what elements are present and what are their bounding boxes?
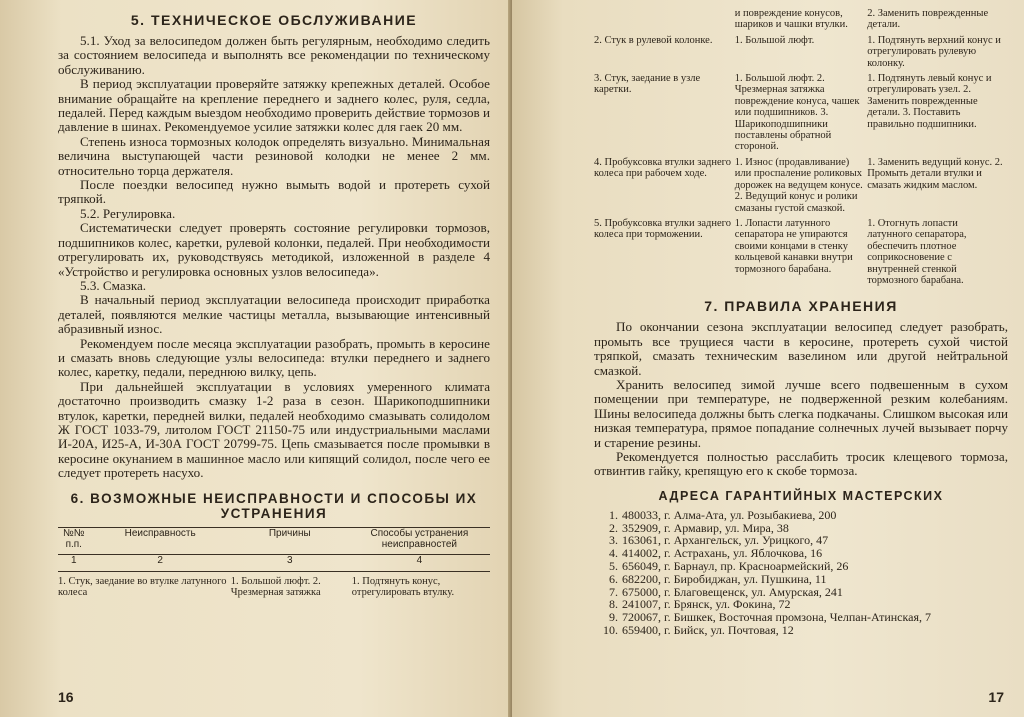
table-cell: 1. Заменить ведущий конус. 2. Промыть детали втулки и смазать жидким маслом. [867, 156, 1003, 191]
address-number: 4. [609, 546, 618, 561]
table-cell: 4. Пробуксовка втулки заднего колеса при рабочем ходе. [594, 156, 731, 180]
table-cell: 1. Большой люфт. 2. Чрезмерная затяжка [230, 575, 321, 599]
address-number: 10. [603, 622, 618, 637]
section-6-title: 6. ВОЗМОЖНЫЕ НЕИСПРАВНОСТИ И СПОСОБЫ ИХ УСТРАНЕНИЯ [70, 490, 478, 521]
column-number: 3 [231, 555, 352, 571]
paragraph: Хранить велосипед зимой лучше всего подвешенным в сухом помещении при температуре, не подверженной резким колебаниям. Шины велосипеда должны быть слегка подкачаны. Слишком высокая или низкая температура, прямое попадание солнечных лучей вызывает порчу и старение резины. [594, 376, 1008, 450]
address-text: 480033, г. Алма-Ата, ул. Розыбакиева, 200 [622, 507, 837, 522]
address-number: 1. [609, 507, 618, 522]
paragraph: При дальнейшей эксплуатации в условиях умеренного климата достаточно производить смазку 1-2 раза в сезон. Шарикоподшипники втулок, каретки, передней вилки, педалей необходимо смазывать солидолом Ж ГОСТ 1033-79, литолом ГОСТ 21150-75 или индустриальными маслами И-20А, И25-А, И-30А ГОСТ 20799-75. Цепь смазывается после промывки в керосине окунанием в машинное масло или кипящий солидол, после чего ее следует протереть насухо. [58, 378, 490, 481]
column-header: Неисправность [93, 527, 231, 555]
faults-table-head [58, 527, 490, 603]
paragraph: Систематически следует проверять состояние регулировки тормозов, подшипников колес, каретки, рулевой колонки, педалей. При необходимости отрегулировать их, руководствуясь методикой, изложенной в разделе 4 «Устройство и регулировка основных узлов велосипеда». [58, 220, 490, 279]
column-header: №№ п.п. [58, 527, 93, 555]
table-row [594, 8, 1008, 35]
section-5-title: 5. ТЕХНИЧЕСКОЕ ОБСЛУЖИВАНИЕ [130, 12, 418, 28]
page-number: 17 [988, 689, 1004, 705]
addresses-title: АДРЕСА ГАРАНТИЙНЫХ МАСТЕРСКИХ [658, 488, 944, 503]
table-cell: 1. Большой люфт. [734, 34, 815, 46]
address-text: 682200, г. Биробиджан, ул. Пушкина, 11 [622, 571, 827, 586]
table-row [58, 571, 490, 602]
paragraph: Рекомендуется полностью расслабить тросик клещевого тормоза, отвинтив гайку, крепящую его к скобе тормоза. [594, 449, 1008, 479]
table-cell: 1. Подтянуть верхний конус и отрегулировать рулевую колонку. [867, 34, 1001, 69]
table-cell: 2. Стук в рулевой колонке. [594, 34, 713, 46]
address-text: 241007, г. Брянск, ул. Фокина, 72 [622, 597, 791, 612]
address-text: 352909, г. Армавир, ул. Мира, 38 [622, 520, 789, 535]
section-7-title: 7. ПРАВИЛА ХРАНЕНИЯ [704, 298, 898, 315]
address-number: 5. [609, 559, 618, 573]
table-row [594, 73, 1008, 157]
table-cell [594, 8, 735, 35]
paragraph: В период эксплуатации проверяйте затяжку крепежных деталей. Особое внимание обращайте на крепление переднего и заднего колес, руля, седла, педалей. Перед каждым выездом необходимо проверить действие тормозов и давление в шинах. Рекомендуемое усилие затяжки колес для гаек 20 мм. [58, 76, 490, 135]
address-text: 720067, г. Бишкек, Восточная промзона, Челпан-Атинская, 7 [622, 610, 931, 625]
table-cell: 1. Подтянуть левый конус и отрегулировать узел. 2. Заменить поврежденные детали. 3. Поставить правильно подшипники. [867, 73, 992, 130]
address-text: 414002, г. Астрахань, ул. Яблочкова, 16 [622, 546, 823, 561]
paragraph: Рекомендуем после месяца эксплуатации разобрать, промыть в керосине и смазать вновь следующие узлы велосипеда: втулки переднего и заднего колес, каретку, педали, переднюю вилку, цепь. [58, 335, 490, 380]
table-row [594, 157, 1008, 218]
subsection-5-3: 5.3. Смазка. [80, 277, 147, 293]
table-cell: 1. Износ (продавливание) или проспаление роликовых дорожек на ведущем конусе. 2. Ведущий конус и ролики смазаны густой смазкой. [734, 156, 863, 214]
table-cell: 3. Стук, заедание в узле каретки. [594, 73, 701, 96]
table-cell: 1. Стук, заедание во втулке латунного колеса [58, 575, 227, 599]
address-item [594, 509, 1008, 522]
faults-table-continued [594, 8, 1008, 290]
column-number: 1 [58, 555, 93, 571]
address-number: 9. [609, 610, 618, 625]
table-cell: 1. Лопасти латунного сепаратора не упираются своими концами в стенку кольцевой канавки внутри тормозного барабана. [734, 217, 853, 275]
address-number: 7. [609, 584, 618, 599]
table-cell: 1. Большой люфт. 2. Чрезмерная затяжка повреждение конуса, чашек или подшипников. 3. Шарикоподшипники поставлены обратной стороной. [734, 73, 860, 153]
address-item [594, 573, 1008, 586]
address-text: 675000, г. Благовещенск, ул. Амурская, 241 [622, 584, 843, 599]
address-list [594, 509, 1008, 637]
address-text: 656049, г. Барнаул, пр. Красноармейский, 26 [622, 559, 849, 573]
paragraph: 5.1. Уход за велосипедом должен быть регулярным, необходимо следить за состоянием велосипеда и выполнять все рекомендации по техническому обслуживанию. [58, 33, 490, 77]
address-number: 8. [609, 597, 618, 612]
paragraph: По окончании сезона эксплуатации велосипед следует разобрать, промыть все трущиеся части в керосине, протереть сухой чистой тряпкой, смазать техническим вазелином или другой нейтральной смазкой. [594, 319, 1008, 378]
table-cell: 2. Заменить поврежденные детали. [867, 8, 989, 31]
table-cell: 5. Пробуксовка втулки заднего колеса при торможении. [594, 217, 731, 241]
column-header: Способы устранения неисправностей [352, 527, 490, 555]
address-text: 163061, г. Архангельск, ул. Урицкого, 47 [622, 533, 829, 548]
subsection-5-2: 5.2. Регулировка. [80, 205, 176, 221]
column-number: 2 [93, 555, 231, 571]
paragraph: Степень износа тормозных колодок определять визуально. Минимальная величина выступающей части резиновой колодки не менее 2 мм. относительно торца держателя. [58, 133, 490, 178]
table-row [594, 35, 1008, 73]
address-number: 6. [609, 571, 618, 586]
table-cell: и повреждение конусов, шариков и чашки втулки. [734, 8, 848, 31]
address-item [594, 624, 1008, 637]
page-number: 16 [58, 689, 74, 705]
column-header: Причины [231, 527, 352, 555]
address-number: 3. [609, 533, 618, 548]
address-text: 659400, г. Бийск, ул. Почтовая, 12 [622, 622, 794, 637]
address-item [594, 560, 1008, 573]
table-cell: 1. Отогнуть лопасти латунного сепаратора, обеспечить плотное соприкосновение с внутренней стенкой тормозного барабана. [867, 217, 967, 286]
paragraph: После поездки велосипед нужно вымыть водой и протереть сухой тряпкой. [58, 177, 490, 207]
column-number: 4 [352, 555, 490, 571]
right-page [512, 0, 1024, 717]
paragraph: В начальный период эксплуатации велосипеда происходит приработка деталей, появляются мелкие частицы металла, вызывающие интенсивный абразивный износ. [58, 292, 490, 337]
table-cell: 1. Подтянуть конус, отрегулировать втулку. [351, 575, 455, 599]
address-number: 2. [609, 520, 618, 535]
table-row [594, 218, 1008, 290]
